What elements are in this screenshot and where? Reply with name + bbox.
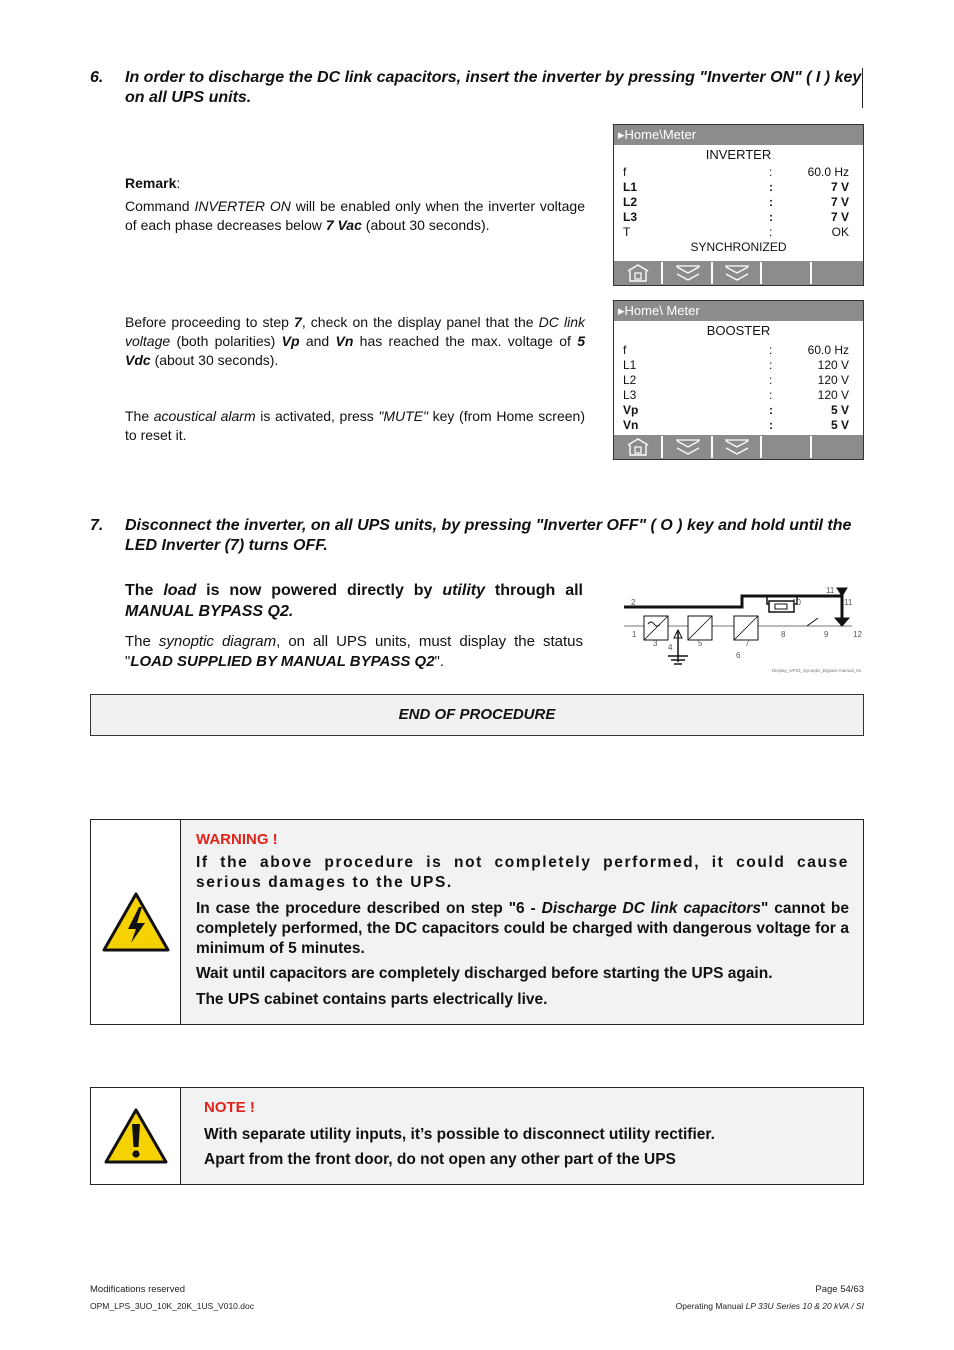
text: utility — [442, 582, 485, 599]
remark-title: Remark — [125, 175, 177, 191]
remark-paragraph-1 — [125, 197, 585, 235]
warning-content — [196, 831, 849, 1010]
step-7-key: "Inverter OFF" ( O ) key and hold until the — [535, 517, 852, 534]
text: Discharge DC link capacitors — [541, 900, 761, 917]
meter-colon: : — [769, 418, 773, 432]
end-of-procedure-banner: END OF PROCEDURE — [90, 694, 864, 736]
synoptic-diagram — [612, 584, 864, 676]
text: is activated, press — [255, 408, 379, 424]
text: In case the procedure described on step — [196, 900, 509, 917]
step-7-text: Disconnect the inverter, on all UPS units, by pressing — [125, 517, 536, 534]
note-icon-cell — [91, 1088, 181, 1184]
text: The — [125, 633, 159, 650]
panel-title: INVERTER — [705, 147, 772, 162]
home-button[interactable] — [615, 262, 663, 284]
meter-value: 120 V — [817, 358, 849, 372]
panel-rows — [614, 343, 863, 433]
panel-header — [614, 125, 863, 145]
text: DC link voltage — [125, 314, 585, 349]
text: and — [299, 333, 336, 349]
meter-colon: : — [769, 373, 773, 387]
text: 7 Vac — [325, 217, 362, 233]
text: through all — [485, 582, 584, 599]
page-down-button[interactable] — [665, 436, 713, 458]
home-button[interactable] — [615, 436, 663, 458]
synoptic-label: 5 — [698, 639, 703, 648]
meter-value: 120 V — [817, 388, 849, 402]
text: (both polarities) — [170, 333, 282, 349]
meter-row — [614, 358, 863, 373]
page-down-button[interactable] — [665, 262, 713, 284]
synoptic-caption: Display_UP33_Synoptic_Bypass-manual_01 — [772, 668, 862, 673]
meter-colon: : — [769, 180, 773, 194]
load-powered-text — [125, 580, 583, 622]
synoptic-label: 6 — [736, 651, 741, 660]
note-paragraph: With separate utility inputs, it’s possible to disconnect utility rectifier. — [204, 1126, 715, 1143]
meter-label: L3 — [623, 210, 638, 224]
high-voltage-icon — [101, 891, 171, 953]
meter-colon: : — [769, 358, 773, 372]
text: (about 30 seconds). — [361, 217, 490, 233]
meter-label: L1 — [623, 358, 637, 372]
meter-value: 5 V — [830, 403, 849, 417]
warning-title: WARNING ! — [196, 831, 278, 848]
meter-colon: : — [769, 225, 773, 239]
text: "MUTE" — [378, 408, 429, 424]
synoptic-label: 10 — [792, 598, 801, 607]
text: Operating Manual — [675, 1301, 746, 1311]
warning-paragraph: If the above procedure is not completely performed, it could cause serious damages to the UPS. — [196, 854, 849, 891]
meter-label: L3 — [623, 388, 637, 402]
text: Vn — [335, 333, 354, 349]
text: "6 - — [508, 900, 542, 917]
synoptic-label: 7 — [745, 639, 750, 648]
meter-value: 7 V — [830, 195, 849, 209]
step-7-number: 7. — [90, 517, 104, 534]
text: " — [760, 900, 769, 917]
step-6-text: In order to discharge the DC link capacitors, insert the inverter by pressing — [125, 69, 700, 86]
meter-value: 5 V — [830, 418, 849, 432]
scroll-down-button[interactable] — [715, 262, 763, 284]
remark-label — [125, 174, 585, 193]
empty-button[interactable] — [814, 436, 862, 458]
text: Vp — [281, 333, 300, 349]
panel-title: BOOSTER — [706, 323, 771, 338]
double-chevron-down-icon — [675, 438, 701, 456]
text: , on all UPS units, must display the status " — [125, 633, 584, 670]
warning-box — [90, 819, 864, 1025]
remark-paragraph-2 — [125, 313, 585, 370]
panel-status: SYNCHRONIZED — [690, 240, 787, 254]
empty-button[interactable] — [764, 436, 812, 458]
text: has reached the max. voltage of — [353, 333, 578, 349]
meter-label: f — [623, 343, 627, 357]
panel-header-text: Home\ Meter — [624, 303, 700, 318]
change-bar — [862, 68, 863, 108]
warning-paragraph: Wait until capacitors are completely discharged before starting the UPS again. — [196, 965, 773, 982]
panel-footer — [614, 435, 863, 459]
display-panel-inverter — [613, 124, 864, 286]
double-chevron-down-icon — [675, 264, 701, 282]
text: LOAD SUPPLIED BY MANUAL BYPASS Q2 — [130, 653, 435, 670]
footer-document-name: OPM_LPS_3UO_10K_20K_1US_V010.doc — [90, 1301, 254, 1311]
panel-header — [614, 301, 863, 321]
footer-page-number: Page 54/63 — [815, 1284, 864, 1295]
text: Before proceeding to step — [125, 314, 295, 330]
text: acoustical alarm — [153, 408, 256, 424]
meter-colon: : — [769, 165, 773, 179]
meter-label: Vn — [623, 418, 639, 432]
meter-label: L2 — [623, 195, 638, 209]
note-paragraph: Apart from the front door, do not open any other part of the UPS — [204, 1151, 676, 1168]
meter-row — [614, 343, 863, 358]
meter-colon: : — [769, 388, 773, 402]
play-icon: ▸ — [618, 303, 625, 318]
warning-paragraph: The UPS cabinet contains parts electrically live. — [196, 991, 548, 1008]
synoptic-label: 11 — [826, 586, 835, 595]
text: ". — [434, 653, 445, 670]
warning-icon-cell — [91, 820, 181, 1024]
synoptic-label: 8 — [781, 630, 786, 639]
synoptic-label: 12 — [853, 630, 862, 639]
meter-row — [614, 165, 863, 180]
meter-colon: : — [769, 343, 773, 357]
scroll-down-button[interactable] — [715, 436, 763, 458]
meter-row — [614, 403, 863, 418]
synoptic-label: 4 — [668, 643, 673, 652]
meter-row — [614, 373, 863, 388]
step-6-number: 6. — [90, 69, 104, 86]
meter-label: L2 — [623, 373, 637, 387]
note-content — [204, 1099, 844, 1170]
text: LP 33U Series 10 & 20 kVA / SI — [745, 1301, 864, 1311]
meter-row — [614, 210, 863, 225]
text: , check on the display panel that the — [301, 314, 539, 330]
text: 5 Vdc — [125, 333, 586, 368]
text: will be enabled only when the inverter voltage of each phase decreases below — [125, 198, 585, 233]
text: The — [125, 408, 154, 424]
meter-colon: : — [769, 195, 773, 209]
meter-value: 60.0 Hz — [807, 343, 849, 357]
synoptic-label: 1 — [632, 630, 637, 639]
meter-colon: : — [769, 403, 773, 417]
footer-modifications: Modifications reserved — [90, 1284, 186, 1295]
panel-footer — [614, 261, 863, 285]
synoptic-status-text — [125, 632, 583, 672]
text: Command — [125, 198, 195, 214]
footer-manual-title — [676, 1301, 864, 1311]
step-7-text-2: LED Inverter (7) turns OFF. — [125, 537, 328, 554]
empty-button[interactable] — [814, 262, 862, 284]
meter-value: 120 V — [817, 373, 849, 387]
remark-paragraph-3 — [125, 407, 585, 445]
note-title: NOTE ! — [204, 1099, 255, 1116]
exclamation-warning-icon — [103, 1107, 169, 1165]
step-6-heading — [125, 68, 865, 108]
meter-label: Vp — [623, 403, 639, 417]
text: synoptic diagram — [158, 633, 277, 650]
meter-row — [614, 195, 863, 210]
text: INVERTER ON — [194, 198, 291, 214]
text: The — [125, 582, 164, 599]
step-6-text-2: on all UPS units. — [125, 89, 252, 106]
panel-header-text: Home\Meter — [624, 127, 697, 142]
meter-value: 60.0 Hz — [807, 165, 849, 179]
step-7-heading — [125, 516, 865, 556]
text: is now powered directly by — [196, 582, 443, 599]
synoptic-label: 9 — [824, 630, 829, 639]
meter-value: 7 V — [830, 180, 849, 194]
meter-label: L1 — [623, 180, 638, 194]
meter-value: OK — [831, 225, 849, 239]
empty-button[interactable] — [764, 262, 812, 284]
play-icon: ▸ — [618, 127, 625, 142]
home-icon — [627, 264, 649, 282]
meter-row — [614, 225, 863, 240]
double-chevron-down-icon — [724, 438, 750, 456]
synoptic-label: 2 — [631, 598, 636, 607]
text: key (from Home screen) to reset it. — [125, 408, 585, 443]
note-box — [90, 1087, 864, 1185]
meter-value: 7 V — [830, 210, 849, 224]
meter-row — [614, 388, 863, 403]
meter-row — [614, 180, 863, 195]
double-chevron-down-icon — [724, 264, 750, 282]
meter-label: f — [623, 165, 627, 179]
synoptic-label: 11 — [844, 598, 853, 607]
warning-paragraph — [196, 899, 849, 959]
text: 7 — [294, 314, 302, 330]
home-icon — [627, 438, 649, 456]
text: (about 30 seconds). — [150, 352, 279, 368]
meter-colon: : — [769, 210, 773, 224]
remark-colon: : — [176, 175, 181, 191]
text: cannot be completely performed, the DC capacitors could be charged with dangerous voltage for a minimum of 5 minutes. — [196, 900, 850, 957]
display-panel-booster — [613, 300, 864, 460]
meter-label: T — [623, 225, 631, 239]
synoptic-label: 3 — [653, 639, 658, 648]
text: MANUAL BYPASS Q2. — [125, 603, 294, 620]
meter-row — [614, 418, 863, 433]
panel-rows — [614, 165, 863, 240]
step-6-key: "Inverter ON" ( I ) key — [699, 69, 862, 86]
text: load — [163, 582, 197, 599]
